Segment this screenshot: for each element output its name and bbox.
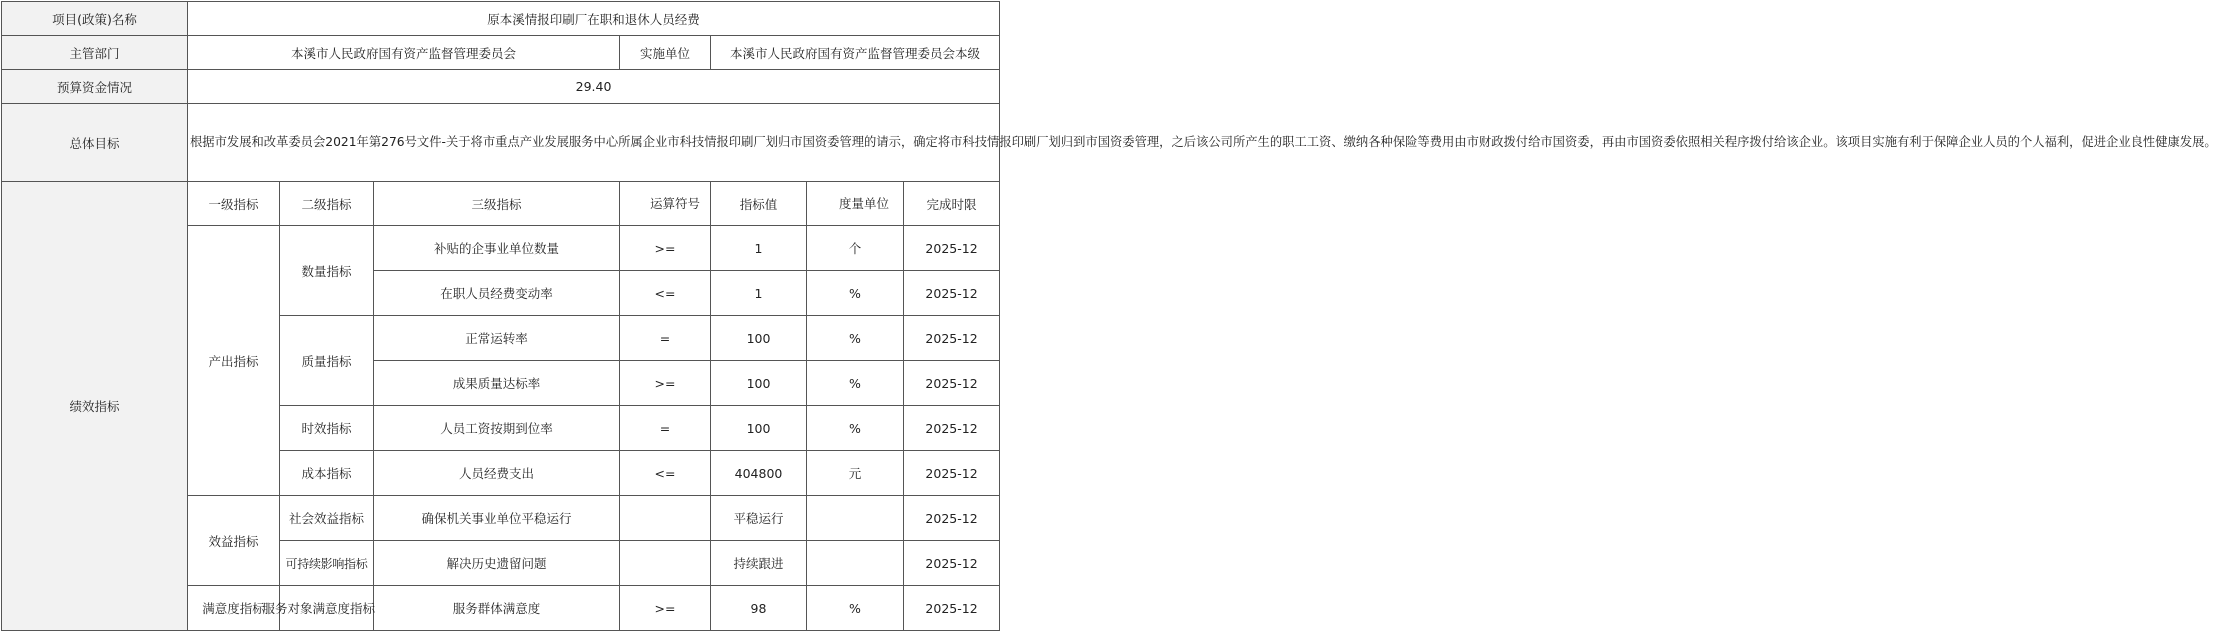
row-indicator: 在职人员经费变动率 — [374, 271, 620, 316]
group-quantity: 数量指标 — [280, 226, 374, 316]
project-name-label: 项目(政策)名称 — [2, 2, 188, 36]
row-target: 100 — [711, 361, 807, 406]
row-operator: >= — [620, 586, 711, 631]
row-deadline: 2025-12 — [904, 451, 1000, 496]
row-deadline: 2025-12 — [904, 496, 1000, 541]
row-target: 1 — [711, 271, 807, 316]
group-satisfaction: 满意度指标 — [188, 586, 280, 631]
row-indicator: 解决历史遗留问题 — [374, 541, 620, 586]
row-deadline: 2025-12 — [904, 361, 1000, 406]
header-unit: 度量单位 — [807, 182, 904, 226]
row-deadline: 2025-12 — [904, 226, 1000, 271]
row-deadline: 2025-12 — [904, 316, 1000, 361]
row-operator: >= — [620, 361, 711, 406]
row-unit — [807, 541, 904, 586]
group-service-satisfaction-text: 服务对象满意度指标 — [262, 601, 375, 616]
row-deadline: 2025-12 — [904, 586, 1000, 631]
row-deadline: 2025-12 — [904, 271, 1000, 316]
row-deadline: 2025-12 — [904, 406, 1000, 451]
row-operator: <= — [620, 271, 711, 316]
row-indicator: 补贴的企事业单位数量 — [374, 226, 620, 271]
row-operator: <= — [620, 451, 711, 496]
header-deadline: 完成时限 — [904, 182, 1000, 226]
performance-indicators-label: 绩效指标 — [2, 182, 188, 631]
group-timeliness: 时效指标 — [280, 406, 374, 451]
row-target: 100 — [711, 316, 807, 361]
row-operator — [620, 541, 711, 586]
row-indicator: 成果质量达标率 — [374, 361, 620, 406]
row-unit: % — [807, 406, 904, 451]
row-operator: = — [620, 406, 711, 451]
row-target: 1 — [711, 226, 807, 271]
row-target: 98 — [711, 586, 807, 631]
row-target: 平稳运行 — [711, 496, 807, 541]
row-unit: % — [807, 271, 904, 316]
group-social: 社会效益指标 — [280, 496, 374, 541]
row-unit — [807, 496, 904, 541]
row-indicator: 人员工资按期到位率 — [374, 406, 620, 451]
row-unit: % — [807, 361, 904, 406]
group-output: 产出指标 — [188, 226, 280, 496]
header-level2: 二级指标 — [280, 182, 374, 226]
row-unit: 元 — [807, 451, 904, 496]
row-indicator: 确保机关事业单位平稳运行 — [374, 496, 620, 541]
row-indicator: 服务群体满意度 — [374, 586, 620, 631]
project-name-value: 原本溪情报印刷厂在职和退休人员经费 — [188, 2, 1000, 36]
performance-target-table — [1, 1, 2217, 631]
implementing-unit-label: 实施单位 — [620, 36, 711, 70]
department-label: 主管部门 — [2, 36, 188, 70]
header-target: 指标值 — [711, 182, 807, 226]
row-indicator: 人员经费支出 — [374, 451, 620, 496]
header-operator: 运算符号 — [620, 182, 711, 226]
implementing-unit-value: 本溪市人民政府国有资产监督管理委员会本级 — [711, 36, 1000, 70]
row-deadline: 2025-12 — [904, 541, 1000, 586]
department-value: 本溪市人民政府国有资产监督管理委员会 — [188, 36, 620, 70]
group-benefit: 效益指标 — [188, 496, 280, 586]
group-quality: 质量指标 — [280, 316, 374, 406]
header-level3: 三级指标 — [374, 182, 620, 226]
row-indicator: 正常运转率 — [374, 316, 620, 361]
budget-value: 29.40 — [188, 70, 1000, 104]
budget-label: 预算资金情况 — [2, 70, 188, 104]
overall-goal-text: 根据市发展和改革委员会2021年第276号文件-关于将市重点产业发展服务中心所属企业市科技情报印刷厂划归市国资委管理的请示，确定将市科技情报印刷厂划归到市国资委管理，之后该公司所产生的职工工资、缴纳各种保险等费用由市财政拨付给市国资委，再由市国资委依照相关程序拨付给该企业。该项目实施有利于保障企业人员的个人福利，促进企业良性健康发展。 — [188, 104, 1000, 182]
row-unit: 个 — [807, 226, 904, 271]
row-target: 404800 — [711, 451, 807, 496]
row-operator: >= — [620, 226, 711, 271]
group-service-satisfaction — [262, 586, 375, 631]
row-unit: % — [807, 586, 904, 631]
row-unit: % — [807, 316, 904, 361]
group-sustainable: 可持续影响指标 — [280, 541, 374, 586]
group-cost: 成本指标 — [280, 451, 374, 496]
overall-goal-label: 总体目标 — [2, 104, 188, 182]
row-target: 100 — [711, 406, 807, 451]
header-level1: 一级指标 — [188, 182, 280, 226]
row-target: 持续跟进 — [711, 541, 807, 586]
row-operator — [620, 496, 711, 541]
row-operator: = — [620, 316, 711, 361]
